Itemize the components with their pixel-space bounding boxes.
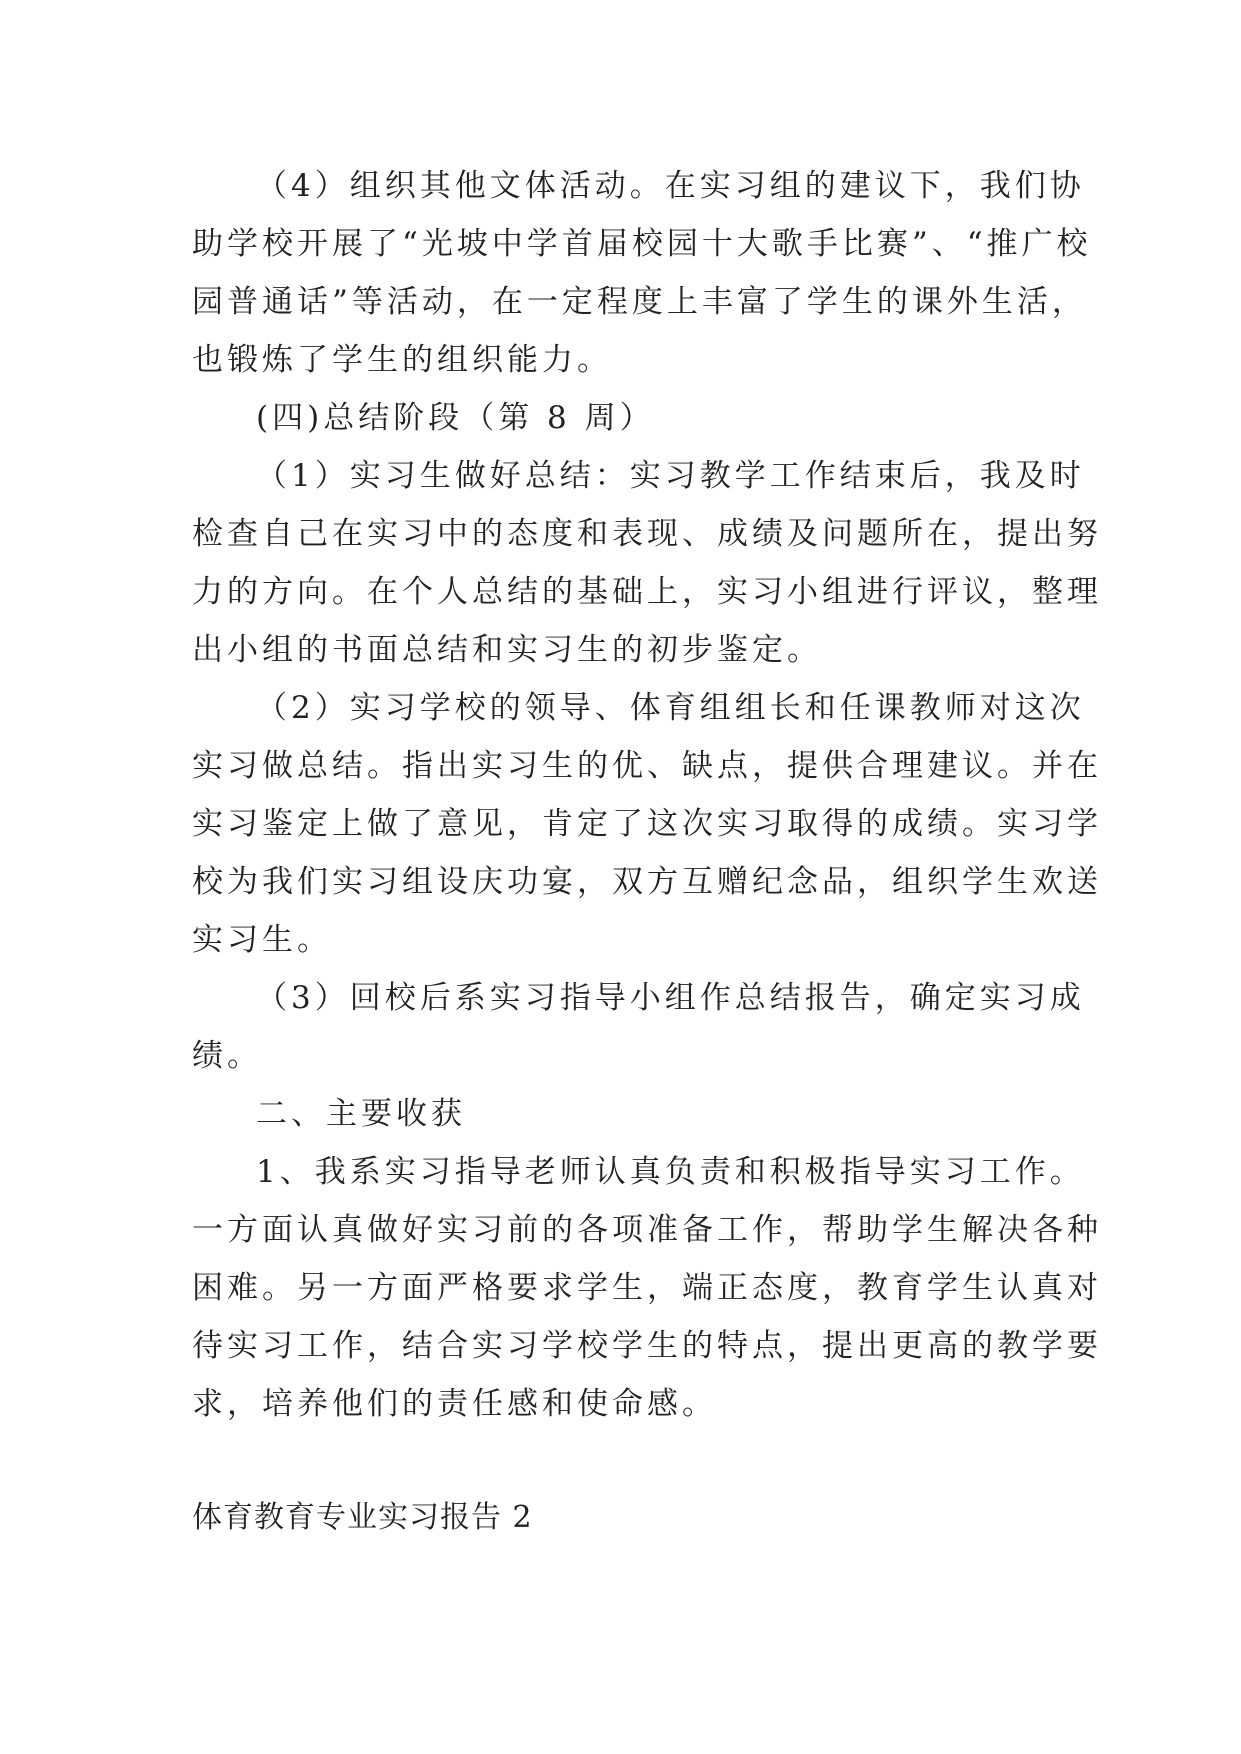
section-heading: 二、主要收获 [256, 1096, 466, 1132]
paragraph-line: （2）实习学校的领导、体育组组长和任课教师对这次 [256, 690, 1085, 726]
paragraph-line: 实习鉴定上做了意见，肯定了这次实习取得的成绩。实习学 [192, 806, 1102, 842]
paragraph-line: 实习生。 [192, 922, 332, 958]
paragraph-line: 1、我系实习指导老师认真负责和积极指导实习工作。 [256, 1154, 1085, 1190]
paragraph-line: 也锻炼了学生的组织能力。 [192, 342, 612, 378]
paragraph-line: 待实习工作，结合实习学校学生的特点，提出更高的教学要 [192, 1328, 1102, 1364]
paragraph-line: 出小组的书面总结和实习生的初步鉴定。 [192, 632, 822, 668]
paragraph-line: 实习做总结。指出实习生的优、缺点，提供合理建议。并在 [192, 748, 1102, 784]
section-heading: (四)总结阶段（第 8 周） [256, 400, 655, 436]
paragraph-line: 园普通话”等活动，在一定程度上丰富了学生的课外生活， [192, 284, 1087, 320]
paragraph-line: 一方面认真做好实习前的各项准备工作，帮助学生解决各种 [192, 1212, 1102, 1248]
paragraph-line: 求，培养他们的责任感和使命感。 [192, 1386, 717, 1422]
document-title: 体育教育专业实习报告 2 [192, 1500, 533, 1535]
paragraph-line: （1）实习生做好总结：实习教学工作结束后，我及时 [256, 458, 1085, 494]
paragraph-line: （4）组织其他文体活动。在实习组的建议下，我们协 [256, 168, 1085, 204]
paragraph-line: 绩。 [192, 1038, 262, 1074]
paragraph-line: 检查自己在实习中的态度和表现、成绩及问题所在，提出努 [192, 516, 1102, 552]
paragraph-line: 校为我们实习组设庆功宴，双方互赠纪念品，组织学生欢送 [192, 864, 1102, 900]
paragraph-line: 力的方向。在个人总结的基础上，实习小组进行评议，整理 [192, 574, 1102, 610]
paragraph-line: 助学校开展了“光坡中学首届校园十大歌手比赛”、“推广校 [192, 226, 1092, 262]
paragraph-line: （3）回校后系实习指导小组作总结报告，确定实习成 [256, 980, 1085, 1016]
paragraph-line: 困难。另一方面严格要求学生，端正态度，教育学生认真对 [192, 1270, 1102, 1306]
